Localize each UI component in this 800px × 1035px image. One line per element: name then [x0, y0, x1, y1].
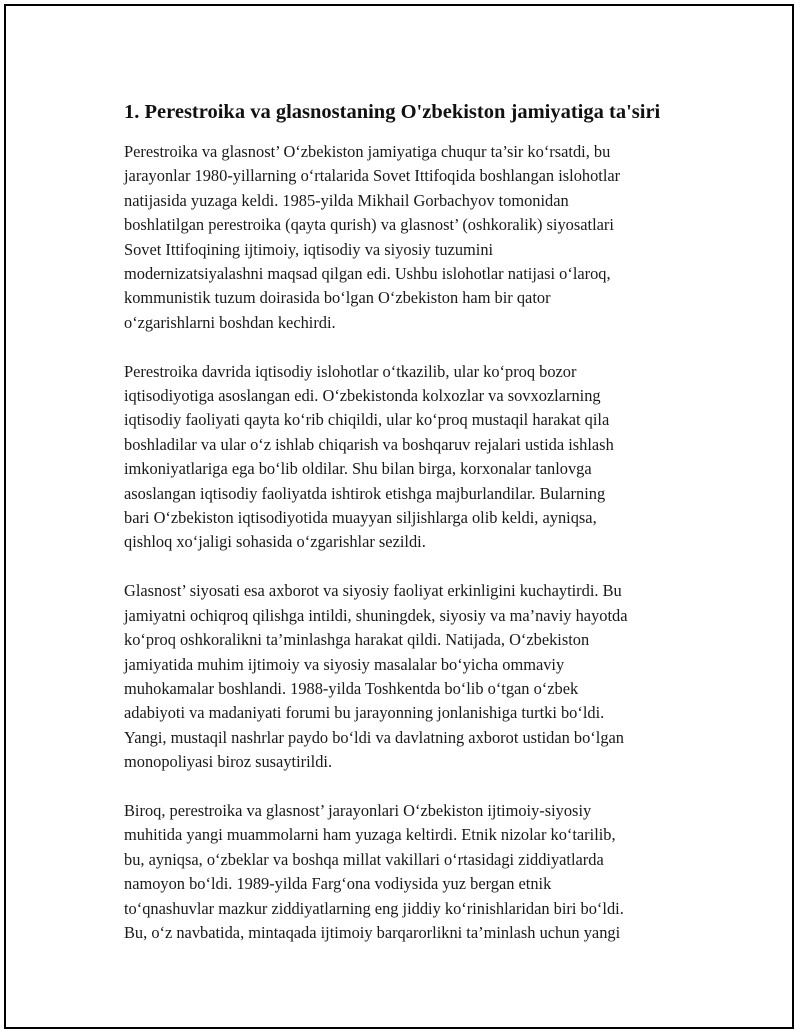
- text-line: to‘qnashuvlar mazkur ziddiyatlarning eng jiddiy ko‘rinishlaridan biri bo‘ldi.: [124, 898, 624, 918]
- text-line: ko‘proq oshkoralikni ta’minlashga harakat qildi. Natijada, O‘zbekiston: [124, 630, 590, 650]
- paragraph-list: [124, 140, 694, 945]
- text-line: Bu, o‘z navbatida, mintaqada ijtimoiy barqarorlikni ta’minlash uchun yangi: [124, 922, 621, 942]
- paragraph: [124, 579, 694, 774]
- document-title: 1. Perestroika va glasnostaning O'zbekiston jamiyatiga ta'siri: [124, 101, 661, 123]
- text-line: iqtisodiy faoliyati qayta ko‘rib chiqildi, ular ko‘proq mustaqil harakat qila: [124, 410, 610, 430]
- paragraph: [124, 140, 694, 335]
- text-line: namoyon bo‘ldi. 1989-yilda Farg‘ona vodiysida yuz bergan etnik: [124, 874, 552, 894]
- text-line: Perestroika davrida iqtisodiy islohotlar o‘tkazilib, ular ko‘proq bozor: [124, 361, 577, 381]
- text-line: jamiyatni ochiqroq qilishga intildi, shuningdek, siyosiy va ma’naviy hayotda: [124, 605, 628, 625]
- text-line: Biroq, perestroika va glasnost’ jarayonlari O‘zbekiston ijtimoiy-siyosiy: [124, 800, 592, 820]
- text-line: iqtisodiyotiga asoslangan edi. O‘zbekistonda kolxozlar va sovxozlarning: [124, 386, 601, 406]
- text-line: modernizatsiyalashni maqsad qilgan edi. Ushbu islohotlar natijasi o‘laroq,: [124, 264, 611, 284]
- text-line: o‘zgarishlarni boshdan kechirdi.: [124, 312, 336, 332]
- text-line: jarayonlar 1980-yillarning o‘rtalarida Sovet Ittifoqida boshlangan islohotlar: [124, 166, 621, 186]
- text-line: bari O‘zbekiston iqtisodiyotida muayyan siljishlarga olib keldi, ayniqsa,: [124, 508, 597, 528]
- text-line: boshladilar va ular o‘z ishlab chiqarish va boshqaruv rejalari ustida ishlash: [124, 434, 614, 454]
- text-line: imkoniyatlariga ega bo‘lib oldilar. Shu bilan birga, korxonalar tanlovga: [124, 459, 592, 479]
- text-line: jamiyatida muhim ijtimoiy va siyosiy masalalar bo‘yicha ommaviy: [124, 654, 565, 674]
- text-line: Perestroika va glasnost’ O‘zbekiston jamiyatiga chuqur ta’sir ko‘rsatdi, bu: [124, 142, 611, 161]
- text-line: natijasida yuzaga keldi. 1985-yilda Mikhail Gorbachyov tomonidan: [124, 190, 569, 210]
- text-line: asoslangan iqtisodiy faoliyatda ishtirok etishga majburlandilar. Bularning: [124, 483, 606, 503]
- text-line: monopoliyasi biroz susaytirildi.: [124, 752, 333, 772]
- text-line: kommunistik tuzum doirasida bo‘lgan O‘zbekiston ham bir qator: [124, 288, 551, 308]
- text-line: bu, ayniqsa, o‘zbeklar va boshqa millat vakillari o‘rtasidagi ziddiyatlarda: [124, 849, 604, 869]
- paragraph: [124, 360, 694, 555]
- text-line: muhitida yangi muammolarni ham yuzaga keltirdi. Etnik nizolar ko‘tarilib,: [124, 825, 616, 845]
- paragraph: [124, 799, 694, 945]
- page-frame: [4, 4, 794, 1029]
- text-line: Glasnost’ siyosati esa axborot va siyosiy faoliyat erkinligini kuchaytirdi. Bu: [124, 581, 622, 601]
- text-line: muhokamalar boshlandi. 1988-yilda Toshkentda bo‘lib o‘tgan o‘zbek: [124, 678, 579, 698]
- text-line: Yangi, mustaqil nashrlar paydo bo‘ldi va davlatning axborot ustidan bo‘lgan: [124, 727, 624, 747]
- text-line: adabiyoti va madaniyati forumi bu jarayonning jonlanishiga turtki bo‘ldi.: [124, 703, 605, 723]
- text-line: boshlatilgan perestroika (qayta qurish) va glasnost’ (oshkoralik) siyosatlari: [124, 215, 614, 235]
- text-line: qishloq xo‘jaligi sohasida o‘zgarishlar sezildi.: [124, 532, 426, 552]
- document-body: [124, 98, 694, 970]
- text-line: Sovet Ittifoqining ijtimoiy, iqtisodiy va siyosiy tuzumini: [124, 239, 494, 259]
